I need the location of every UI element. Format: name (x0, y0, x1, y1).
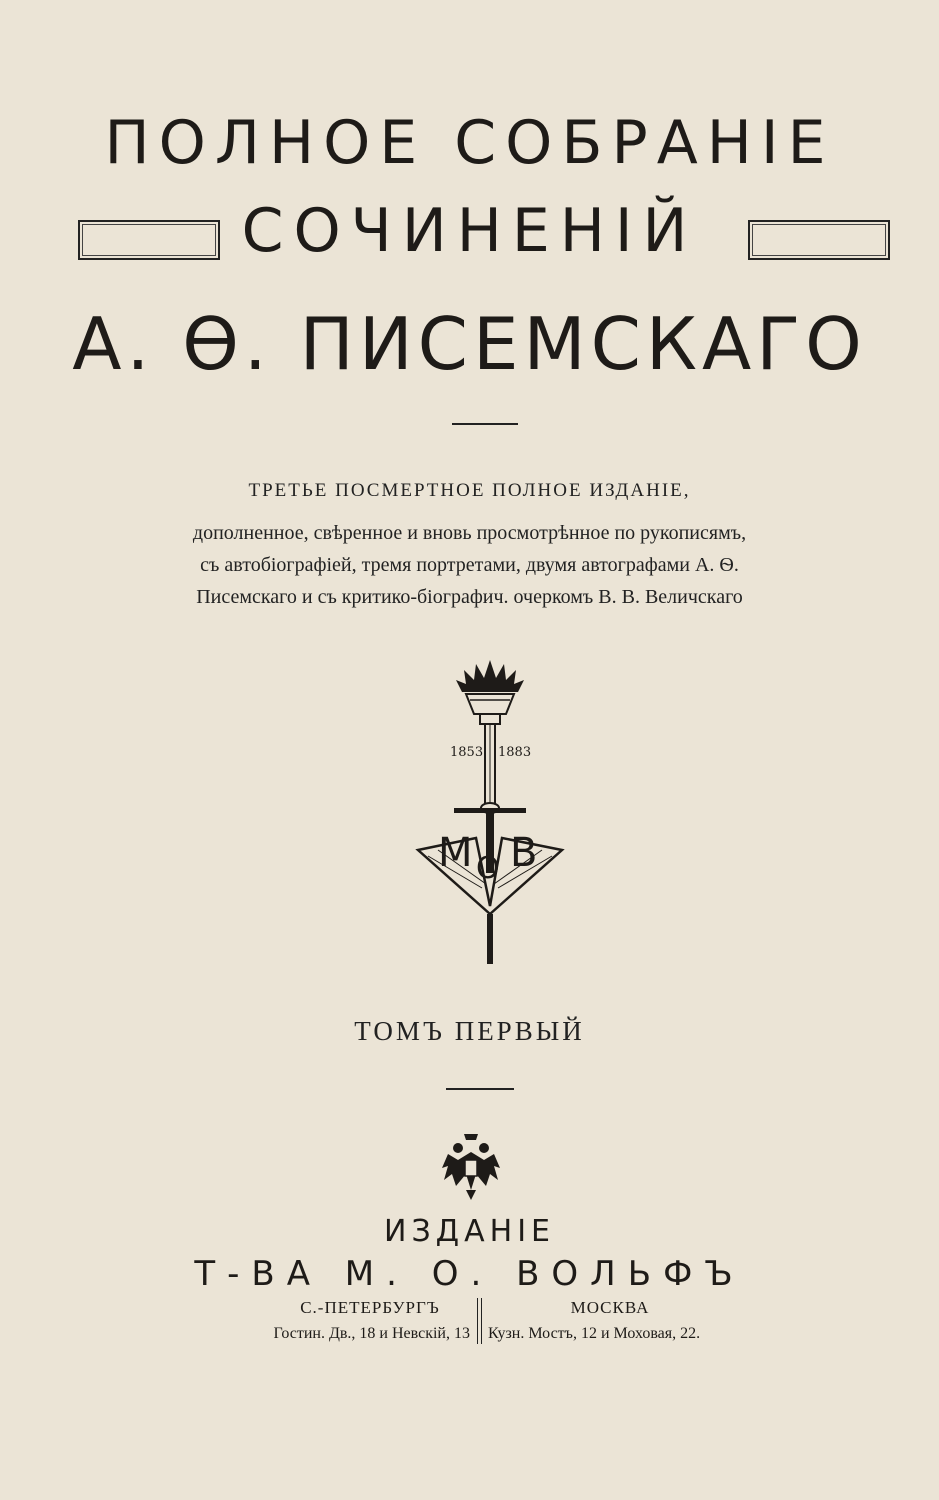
column-divider (481, 1298, 482, 1344)
title-line-1: ПОЛНОЕ СОБРАНІЕ (104, 108, 835, 178)
year-left: 1853 (450, 745, 484, 760)
edition-description-line-1: дополненное, свѣренное и вновь просмотрѣнное по рукописямъ, (192, 522, 747, 544)
publisher-name: Т-ВА М. О. ВОЛЬФЪ (194, 1254, 745, 1294)
edition-description-line-3: Писемскаго и съ критико-біографич. очеркомъ В. В. Величскаго (196, 586, 743, 608)
divider-rule-bottom (446, 1088, 514, 1090)
monogram-v: В (510, 830, 538, 876)
author-name: А. Ѳ. ПИСЕМСКАГО (72, 302, 867, 386)
year-right: 1883 (498, 745, 532, 760)
monogram-m: М (438, 830, 473, 876)
city-petersburg: С.-ПЕТЕРБУРГЪ (300, 1298, 440, 1317)
address-moscow: Кузн. Мостъ, 12 и Моховая, 22. (488, 1325, 701, 1342)
edition-description-line-2: съ автобіографіей, тремя портретами, двумя автографами А. Ѳ. (200, 554, 739, 576)
ornament-frame-right (748, 220, 890, 260)
publisher-label: ИЗДАНІЕ (384, 1214, 555, 1249)
edition-heading: ТРЕТЬЕ ПОСМЕРТНОЕ ПОЛНОЕ ИЗДАНІЕ, (248, 480, 691, 501)
address-petersburg: Гостин. Дв., 18 и Невскій, 13 (273, 1325, 470, 1342)
divider-rule-top (452, 423, 518, 425)
column-divider (477, 1298, 478, 1344)
city-moscow: МОСКВА (570, 1298, 650, 1317)
monogram-o: О (476, 851, 500, 886)
torch-book-emblem-icon (410, 652, 570, 970)
volume-title: ТОМЪ ПЕРВЫЙ (354, 1016, 585, 1046)
title-line-2: СОЧИНЕНІЙ (241, 196, 698, 266)
double-headed-eagle-icon (440, 1130, 502, 1202)
